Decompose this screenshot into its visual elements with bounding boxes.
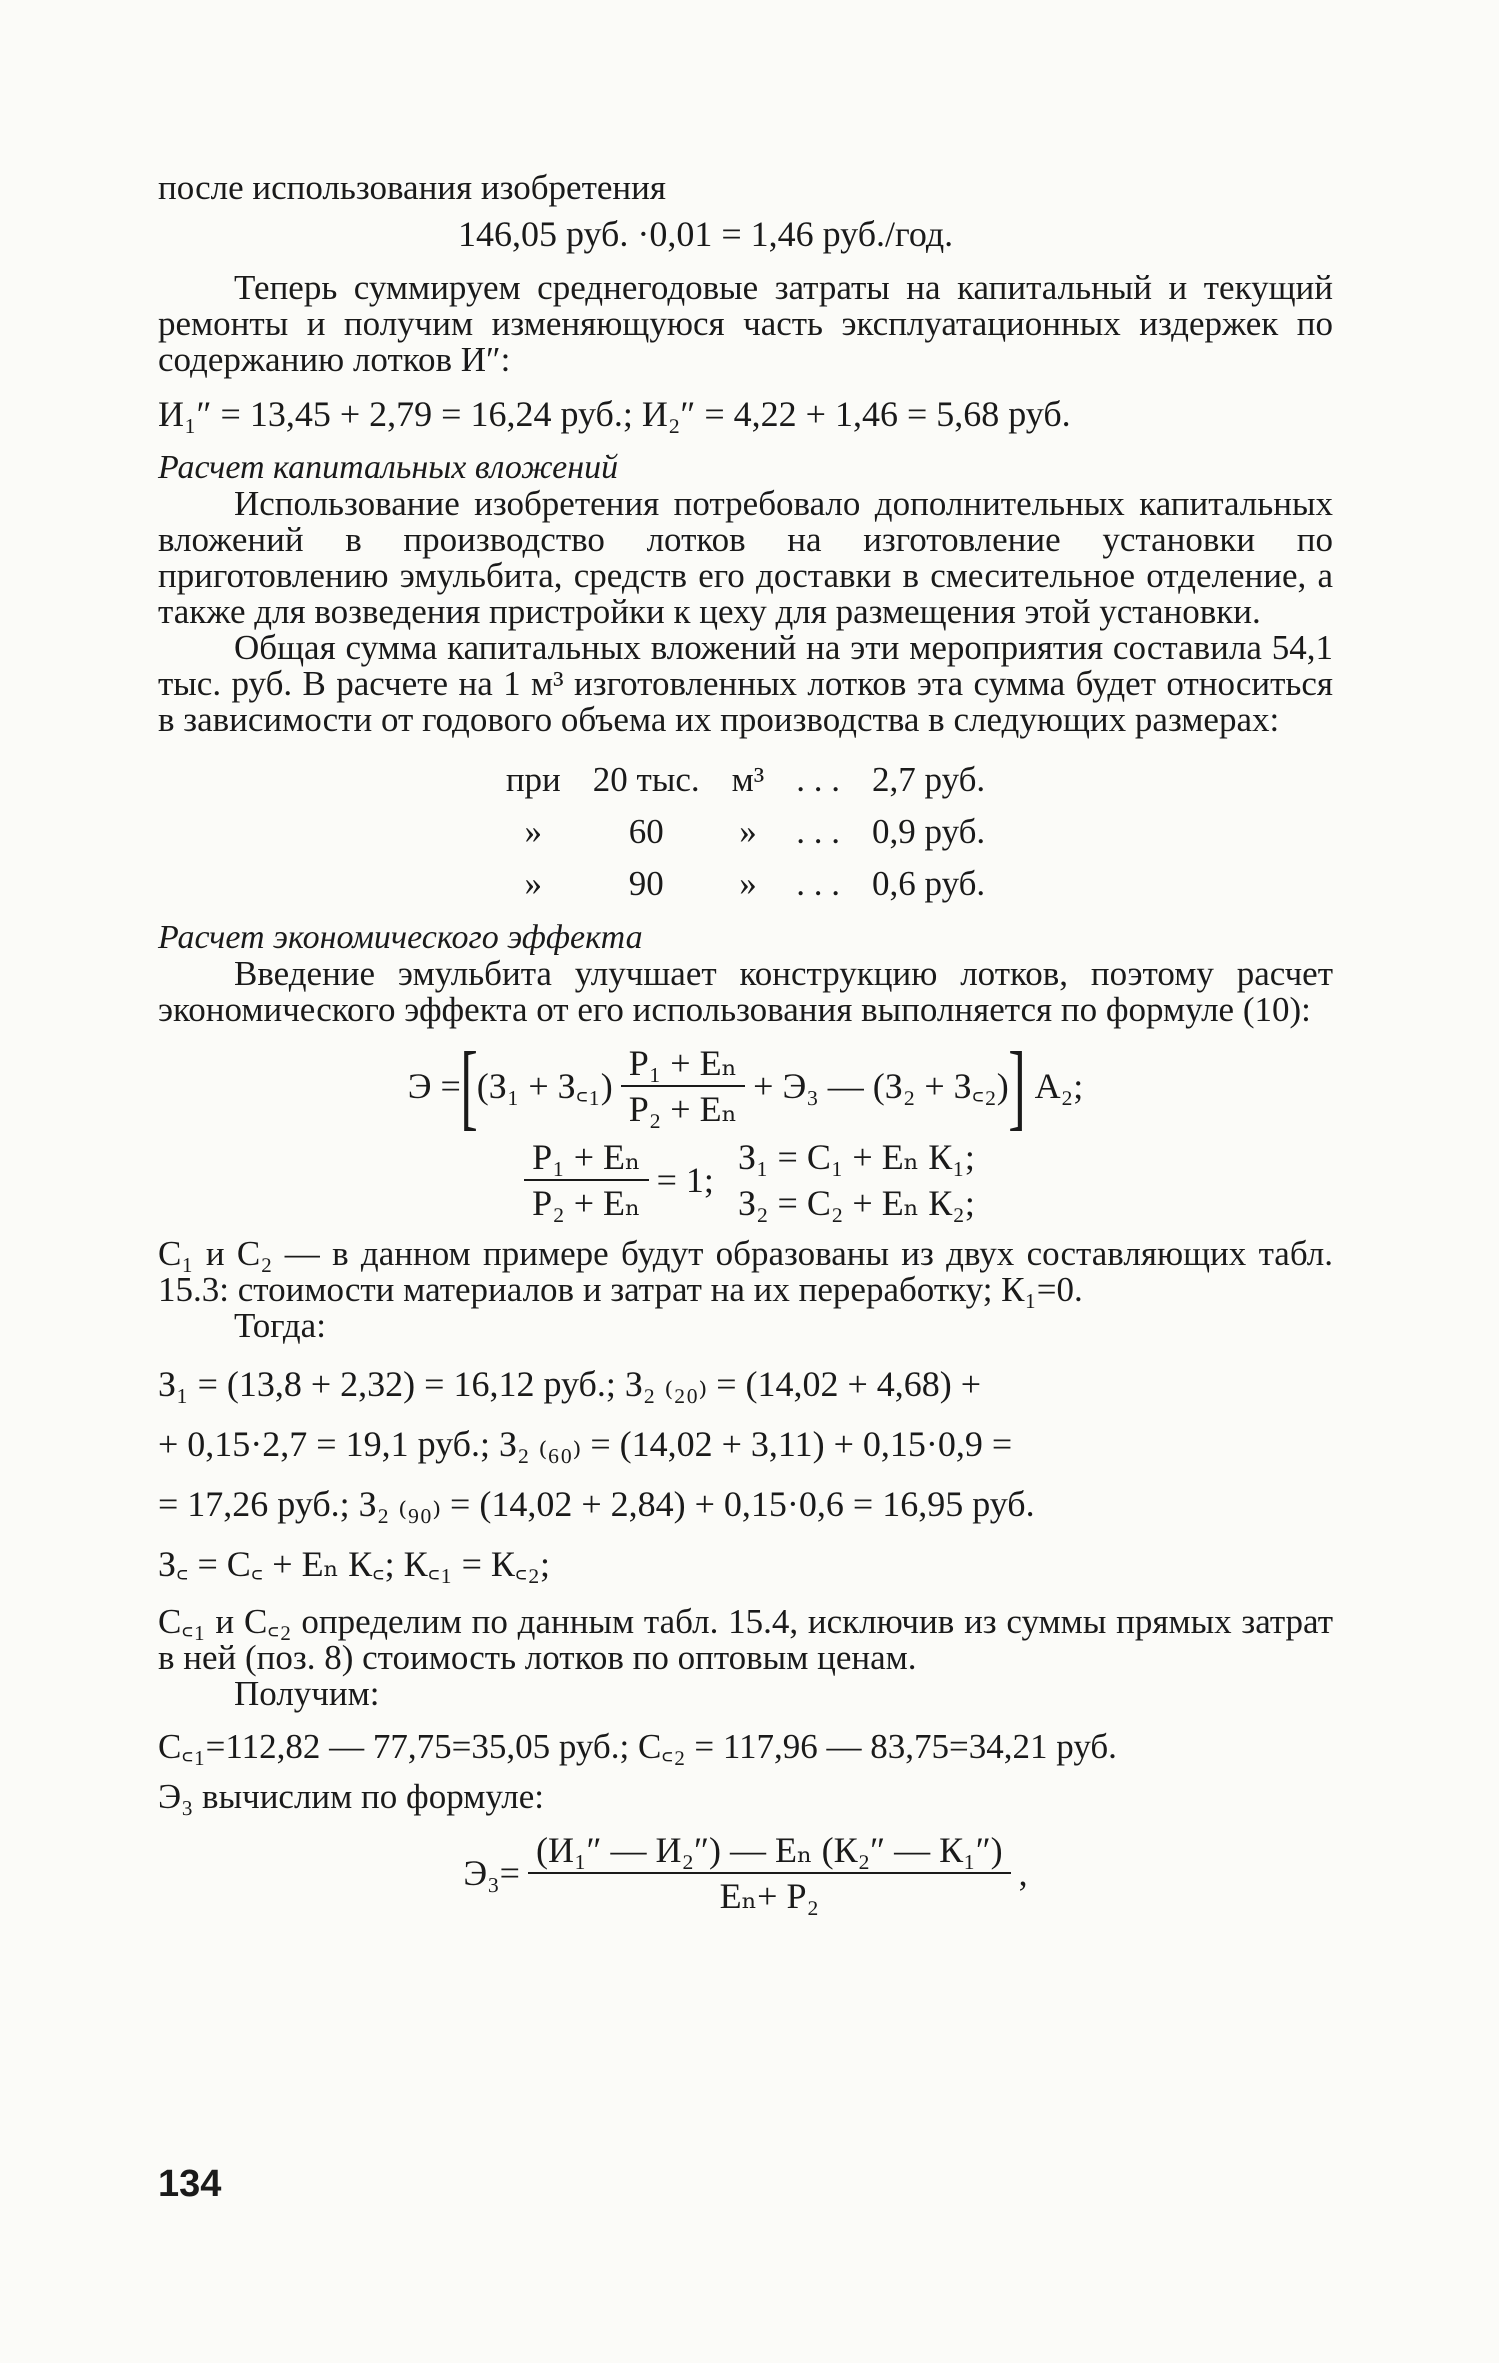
paragraph: С₁ и С₂ — в данном примере будут образованы из двух составляющих табл. 15.3: стоимости материалов и затрат на их переработку; К₁=0. <box>158 1234 1333 1309</box>
fraction <box>528 1828 1011 1918</box>
fraction-denominator: Р₂ + Еₙ <box>628 1089 738 1129</box>
table-cell: . . . <box>796 760 841 799</box>
table-cell: 0,9 руб. <box>872 812 986 851</box>
formula-line: З₁ = С₁ + Еₙ К₁; <box>737 1137 975 1177</box>
formula-final <box>158 1828 1333 1918</box>
fraction <box>621 1041 745 1131</box>
text-column <box>158 170 1333 1918</box>
formula-term: = 1; <box>656 1160 714 1200</box>
paragraph: Введение эмульбита улучшает конструкцию лотков, поэтому расчет экономического эффекта от его использования выполняется по формуле (10): <box>158 954 1333 1029</box>
formula-term: (З₁ + З꜀₁) <box>476 1066 613 1106</box>
formula-ratio <box>158 1134 1333 1226</box>
paragraph: Общая сумма капитальных вложений на эти мероприятия составила 54,1 тыс. руб. В расчете на 1 м³ изготовленных лотков эта сумма будет относиться в зависимости от годового объема их производства в следующих размерах: <box>158 628 1333 739</box>
table-cell: » <box>524 812 543 851</box>
formula-term: + Э₃ — (З₂ + З꜀₂) <box>753 1066 1009 1106</box>
paragraph: С꜀₁ и С꜀₂ определим по данным табл. 15.4, исключив из суммы прямых затрат в ней (поз. 8) стоимость лотков по оптовым ценам. <box>158 1602 1333 1677</box>
fraction-numerator: (И₁″ — И₂″) — Еₙ (К₂″ — К₁″) <box>528 1828 1011 1874</box>
table-cell: при <box>505 760 561 799</box>
formula-10 <box>158 1032 1333 1139</box>
table-cell: . . . <box>796 812 841 851</box>
fraction-numerator: Р₁ + Еₙ <box>524 1135 648 1181</box>
left-bracket: [ <box>460 1032 478 1139</box>
fraction-numerator: Р₁ + Еₙ <box>621 1041 745 1087</box>
table-cell: м³ <box>731 760 765 799</box>
table-cell: » <box>739 864 757 903</box>
sizes-table <box>490 754 1001 910</box>
text-line: после использования изобретения <box>158 168 666 207</box>
fraction-denominator: Р₂ + Еₙ <box>532 1183 641 1223</box>
equation-line: 146,05 руб. ·0,01 = 1,46 руб./год. <box>458 214 954 254</box>
table-cell: 20 тыс. <box>592 760 700 799</box>
paragraph: Теперь суммируем среднегодовые затраты на капитальный и текущий ремонты и получим изменяющуюся часть эксплуатационных издержек по содержанию лотков И″: <box>158 268 1333 379</box>
table-row <box>490 858 1001 910</box>
table-cell: . . . <box>796 864 841 903</box>
equation-line: З꜀ = С꜀ + Еₙ К꜀; К꜀₁ = К꜀₂; <box>158 1544 550 1584</box>
fraction <box>524 1135 648 1225</box>
section-heading: Расчет экономического эффекта <box>158 919 643 956</box>
table-cell: 60 <box>628 812 664 851</box>
right-bracket: ] <box>1007 1032 1026 1139</box>
section-heading: Расчет капитальных вложений <box>158 449 619 486</box>
formula-line: З₂ = С₂ + Еₙ К₂; <box>737 1183 975 1223</box>
equation-line: + 0,15·2,7 = 19,1 руб.; З₂ ₍₆₀₎ = (14,02 + 3,11) + 0,15·0,9 = <box>158 1424 1013 1464</box>
formula-lhs: Э₃= <box>463 1853 520 1893</box>
paragraph: Использование изобретения потребовало дополнительных капитальных вложений в производство лотков на изготовление установки по приготовлению эмульбита, средств его доставки в смесительное отделение, а также для возведения пристройки к цеху для размещения этой установки. <box>158 484 1333 631</box>
equation-line: = 17,26 руб.; З₂ ₍₉₀₎ = (14,02 + 2,84) + 0,15·0,6 = 16,95 руб. <box>158 1484 1035 1524</box>
formula-lhs: Э = <box>407 1066 461 1106</box>
equation-line: З₁ = (13,8 + 2,32) = 16,12 руб.; З₂ ₍₂₀₎ = (14,02 + 4,68) + <box>158 1364 982 1404</box>
table-row <box>490 754 1001 806</box>
fraction-denominator: Еₙ+ Р₂ <box>719 1876 820 1916</box>
paragraph: Э₃ вычислим по формуле: <box>158 1777 545 1816</box>
table-cell: » <box>739 812 757 851</box>
table-cell: » <box>524 864 543 903</box>
equation-line: И₁″ = 13,45 + 2,79 = 16,24 руб.; И₂″ = 4,22 + 1,46 = 5,68 руб. <box>158 394 1071 434</box>
table-cell: 0,6 руб. <box>872 864 986 903</box>
page-number: 134 <box>158 2163 222 2205</box>
formula-tail: , <box>1018 1853 1028 1893</box>
paragraph: Получим: <box>234 1674 380 1713</box>
formula-pair <box>738 1134 975 1226</box>
table-cell: 90 <box>628 864 664 903</box>
formula-tail: А₂; <box>1034 1066 1084 1106</box>
table-cell: 2,7 руб. <box>872 760 986 799</box>
table-row <box>490 806 1001 858</box>
paragraph: Тогда: <box>234 1306 326 1345</box>
equation-line: С꜀₁=112,82 — 77,75=35,05 руб.; С꜀₂ = 117,96 — 83,75=34,21 руб. <box>158 1727 1117 1766</box>
